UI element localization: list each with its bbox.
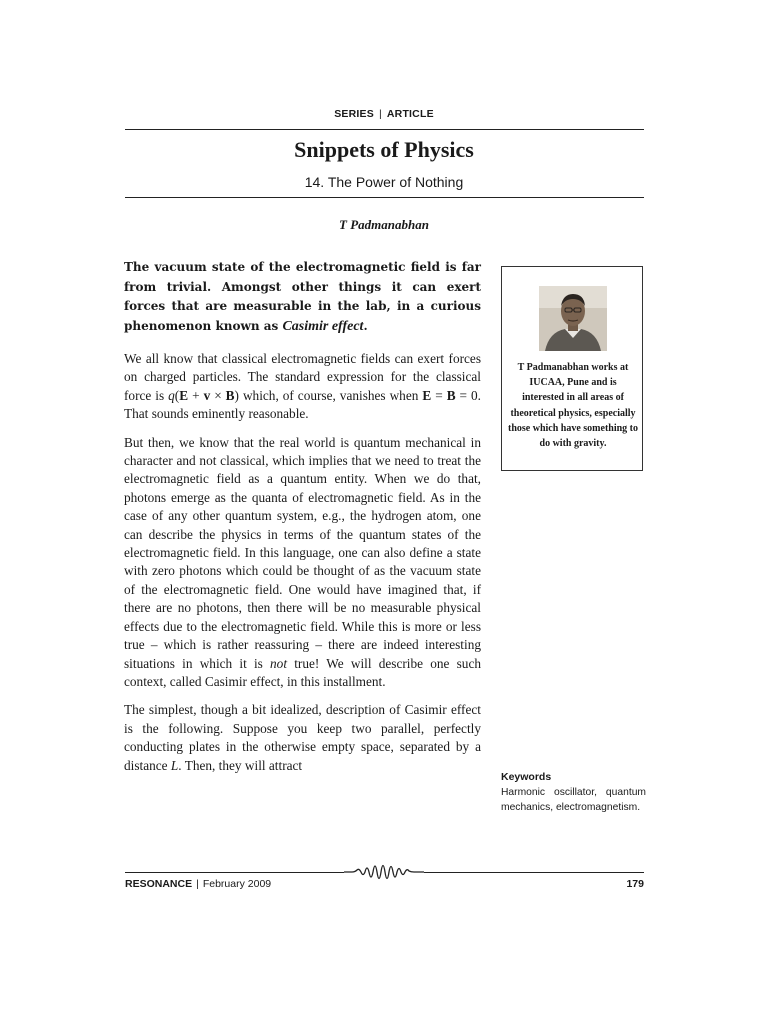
author-bio-box bbox=[501, 266, 643, 471]
paragraph-1: We all know that classical electromagnetic fields can exert forces on charged particles. The standard expression for the classical force is q(E + v × B) which, of course, vanishes when E = B = 0. That sounds eminently reasonable. bbox=[124, 351, 481, 422]
footer-separator: | bbox=[196, 878, 199, 890]
abstract: The vacuum state of the electromagnetic field is far from trivial. Amongst other things it can exert forces that are measurable in the lab, in a curious phenomenon known as Casimir effect. bbox=[124, 260, 481, 334]
article-title: Snippets of Physics bbox=[294, 137, 474, 162]
page-number: 179 bbox=[626, 878, 644, 890]
header-rule-top bbox=[125, 129, 644, 130]
paragraph-2: But then, we know that the real world is quantum mechanical in character and not classical, which implies that we need to treat the electromagnetic field as a quantum entity. When we do that, photons emerge as the quanta of electromagnetic field. As in the case of any other quantum system, e.g., the hydrogen atom, one can describe the physics in terms of the quantum states of the electromagnetic field. In this language, one can also define a state with zero photons which could be thought of as the vacuum state of the electromagnetic field. One would have imagined that, if there are no photons, then there will be no measurable physical effects due to the electromagnetic field. While this is more or less true – which is rather reassuring – there are indeed interesting situations in which it is not true! We will describe one such context, called Casimir effect, in this installment. bbox=[124, 434, 481, 689]
paragraph-3: The simplest, though a bit idealized, description of Casimir effect is the following. Suppose you keep two parallel, perfectly conducting plates in the otherwise empty space, separated by a distance L. Then, they will attract bbox=[124, 702, 481, 773]
abstract-emphasis: Casimir effect bbox=[282, 318, 364, 334]
wave-ornament-icon bbox=[344, 856, 424, 888]
article-label: ARTICLE bbox=[386, 108, 434, 120]
author-photo bbox=[539, 286, 607, 351]
series-label: SERIES bbox=[334, 108, 374, 120]
issue-date: February 2009 bbox=[202, 878, 272, 890]
footer-journal bbox=[125, 878, 271, 890]
keywords-block bbox=[501, 771, 646, 815]
article-subtitle: 14. The Power of Nothing bbox=[304, 174, 464, 190]
header-rule-bottom bbox=[125, 197, 644, 198]
keywords-heading: Keywords bbox=[501, 771, 552, 783]
main-column bbox=[124, 258, 481, 785]
author-name: T Padmanabhan bbox=[339, 217, 429, 232]
series-header bbox=[0, 108, 768, 120]
keywords-text: Harmonic oscillator, quantum mechanics, electromagnetism. bbox=[501, 787, 646, 813]
series-separator: | bbox=[378, 108, 382, 120]
author-bio-text: T Padmanabhan works at IUCAA, Pune and is interested in all areas of theoretical physics, especially those which have something to do with gravity. bbox=[508, 362, 639, 450]
journal-name: RESONANCE bbox=[125, 878, 193, 890]
